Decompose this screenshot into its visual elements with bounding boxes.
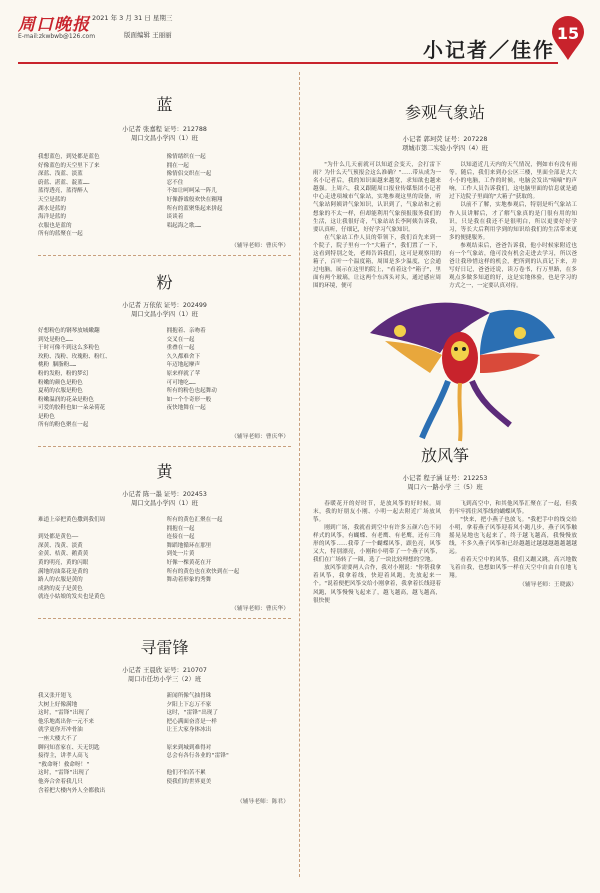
poem-byline: 小记者 万依依 证号：202499 bbox=[122, 301, 207, 309]
poem-title: 黄 bbox=[156, 462, 173, 482]
poem-line bbox=[167, 735, 292, 744]
poem-line: 重叠在一起 bbox=[166, 345, 195, 352]
poem-body bbox=[30, 153, 299, 239]
poem-line: 拥抱在一起 bbox=[166, 525, 195, 532]
poem-line: 把心满面奋喜是一样 bbox=[166, 718, 217, 725]
poem-right-col bbox=[167, 516, 292, 602]
paragraph: 刚到广场，我就看到空中有许多五颜六色不同样式的风筝，有蝴蝶、有老鹰、有老鹰，还有三角形的风筝……我带了一个蝴蝶风筝，跟色亮，风筝又大，特别漂亮，小刚和小明带了一个燕子风筝，我们在广场转了一圈，选了一块比较理想的空地。 bbox=[313, 524, 441, 564]
paragraph: 以知道近几天内的天气情况，例如市有没有雨等。随后，我们来到办公区三楼，里面全部是大大小小的电脑，工作的时候，电脑会发出"嘀嘀"的声响，工作人员告诉我们，这电脑里面的信息就是通过下边院子里面的"大箱子"获取的。 bbox=[449, 162, 577, 201]
paragraph: 以前不了解，实地参观后，特别是听气象站工作人员讲解后，才了解气象真的是门很有用的知识，只是我在我还不是很明白，所以更要好好学习，等长大后利用学到的知识给我们的生活带来更多的便捷服务。 bbox=[449, 202, 577, 241]
article-col-right bbox=[449, 500, 577, 605]
poem-line: 所有的粉色也起舞动 bbox=[166, 388, 217, 395]
poem-line: 原来到城到难得对 bbox=[166, 744, 212, 751]
poem-line: 金黄、桔黄、鹅黄黄 bbox=[38, 551, 89, 558]
article-col-left bbox=[313, 500, 441, 605]
poem-advisor: （辅导老师：曹庆华） bbox=[231, 606, 289, 612]
poem-line: 这时，"雷锋"出现了 bbox=[38, 710, 90, 717]
poem-line: 含着把大楼内外人全都救出 bbox=[38, 787, 106, 794]
poem-line: 玫粉、浅粉、玫瑰粉、粉红、 bbox=[38, 353, 111, 360]
poems-column bbox=[30, 72, 300, 877]
poem-school: 周口文昌小学四（1）班 bbox=[131, 135, 198, 142]
poem-line: 好像蓝色的天空里下了来 bbox=[38, 162, 100, 169]
poem-line: 粉嫩温润的花朵是粉色 bbox=[38, 396, 94, 403]
poem-title: 寻雷锋 bbox=[140, 638, 189, 657]
poem-line: 深黄、浅黄、淡黄 bbox=[38, 542, 83, 549]
poem-title: 蓝 bbox=[156, 95, 173, 114]
poem-left-col bbox=[38, 153, 163, 239]
poem-line: 粉的发粉，粉的梦幻 bbox=[38, 370, 89, 377]
poem-line: 使我们的世界更美 bbox=[166, 778, 212, 785]
poem-line: 夕阳上下忘万不家 bbox=[166, 701, 212, 708]
issue-date: 2021 年 3 月 31 日 星期三 bbox=[92, 14, 173, 22]
poem-line: 湖水是蓝的 bbox=[38, 205, 66, 212]
divider bbox=[38, 446, 291, 447]
article-flying-kites bbox=[307, 443, 583, 605]
paragraph: "为什么几天前就可以知道会变天，会打雷下雨？为什么天气预报会这么准确？"……带从成为一名小记者后，我的知识面越来越宽，求知欲也越来越强。上周六，我又跟随周口报业传媒集团小记者中心走进项城市气象站，实地参观这里的设备，听气象站阿姨讲气象知识，认识到了，气象站和之前想象的不太一样，但却能利用气象预报服务我们的生活，这让我很好奇，气象站站长李阿姨告诉我，要认真听，仔细记，好好学习气象知识。 bbox=[313, 162, 441, 233]
poem-line: 蓝得透亮，蓝得醉人 bbox=[38, 188, 89, 195]
poem-pink bbox=[30, 270, 299, 440]
poem-blue bbox=[30, 92, 299, 249]
poem-line: 聊问知喜家在、天无钥匙 bbox=[38, 744, 100, 751]
poem-line: 接得主，讲孝人高飞 bbox=[38, 753, 89, 760]
poem-line: 拥在一起 bbox=[166, 162, 189, 169]
article-byline: 小记者 郭珂荧 证号：207228 bbox=[402, 136, 488, 143]
poem-line: 成熟的麦子是黄色 bbox=[38, 585, 83, 592]
poem-advisor: （辅导老师：曹庆华） bbox=[231, 434, 289, 441]
article-byline: 小记者 程子涵 证号：212253 bbox=[402, 474, 488, 482]
paragraph: 参观结束后，爸爸告诉我，他小时候家附近也有一个气象站，他可没有机会走进去学习，所以爸爸让我珍惜这样的机会，把所到的认真记下来，并写好日记，爸爸还说，读万卷书，行万里路，在多观点多做多知道的好，这是实地体验，也是学习的方式之一，一定要认真对待。 bbox=[449, 242, 577, 290]
article-body bbox=[313, 161, 577, 291]
poem-line bbox=[38, 525, 163, 534]
poem-line: 于时可像不到这么多粉色 bbox=[38, 345, 100, 352]
poem-line: 好想粉色的钢琴放城嫩翻 bbox=[38, 327, 100, 334]
paragraph: 春暖花开的好时节，是放风筝的好时候。周末，我的好朋友小刚、小明一起去附近广场放风筝。 bbox=[313, 500, 441, 523]
poem-byline: 小记者 陈一墨 证号：202453 bbox=[122, 491, 207, 499]
poem-line: 天空是蓝的 bbox=[38, 196, 66, 203]
poem-advisor: （辅导老师：曹庆华） bbox=[231, 242, 289, 249]
poem-line: 难道上帝把黄色撒到我们周 bbox=[38, 517, 106, 524]
poem-line: 唱起海之歌…… bbox=[166, 222, 202, 229]
poem-line: 粉嫩的颜色是粉色 bbox=[38, 379, 83, 386]
paragraph: 看着天空中的风筝，我们又蹦又跳，高兴地数飞着自我，也想如风筝一样在天空中自由自在地飞翔。 bbox=[449, 557, 577, 580]
poem-line: 黄的明亮，黄的闪眼 bbox=[38, 560, 89, 567]
poem-line: 海洋是蓝的 bbox=[38, 214, 66, 221]
poem-line: 是粉色 bbox=[38, 413, 55, 420]
poem-line: 交叉在一起 bbox=[166, 336, 195, 343]
paragraph: 放风筝需要两人合作，我对小刚说："你帮我拿着风筝，我拿着线，快迎着风跑，先放起来一个。"说着便把风筝交给小刚拿着，我拿着长线迎着风跑，风筝慢慢飞起来了，越飞越高，越飞越高，很快便 bbox=[313, 565, 441, 604]
poem-byline: 小记者 王晨欣 证号：210707 bbox=[122, 667, 207, 674]
poem-body bbox=[30, 327, 299, 430]
divider bbox=[38, 255, 291, 256]
poem-line: 舞蹈地循环在那里 bbox=[166, 542, 212, 549]
poem-left-col bbox=[38, 692, 163, 795]
poem-line: 他们不怕苦不累 bbox=[166, 770, 206, 777]
poem-line: 让王大家身体冰出 bbox=[166, 727, 212, 734]
poem-right-col bbox=[167, 692, 292, 795]
poem-left-col bbox=[38, 327, 163, 430]
articles-column bbox=[307, 72, 583, 877]
poem-line: 拥抱着、亲吻着 bbox=[166, 327, 206, 334]
poem-line: 到处都是黄色—— bbox=[38, 534, 79, 541]
poem-line: 我想蓝色，到处都是蓝色 bbox=[38, 154, 100, 160]
poem-yellow bbox=[30, 459, 299, 612]
poem-line: 连接在一起 bbox=[166, 534, 195, 541]
poem-line: 到处是粉色…… bbox=[38, 336, 73, 343]
poem-right-col bbox=[167, 327, 292, 430]
article-title: 参观气象站 bbox=[404, 103, 485, 122]
paragraph: 飞到高空中，和其他风筝汇聚在了一起，但我仍牢牢抓住风筝线的蝴蝶风筝。 bbox=[449, 500, 577, 515]
section-title: 小记者／佳作 bbox=[423, 38, 555, 62]
poem-line: 路人的衣服是黄的 bbox=[38, 577, 83, 584]
poem-line: 这时，"雷锋"出现了 bbox=[166, 710, 218, 717]
poem-line: 久久都难舍下 bbox=[166, 353, 201, 360]
contact-email: E-mail:zkwbwb@126.com bbox=[18, 33, 96, 40]
paragraph: "快来，把小燕子也放飞。"我把手中的线交给小明，拿着燕子风筝迎着风小跑几步，燕子风筝触摇晃晃地也飞起来了，终于越飞越高，我慢慢放线，不多久燕子风筝和已经越越过越越越越越越越远。 bbox=[449, 516, 577, 556]
poem-line: 像情侣交织在一起 bbox=[166, 171, 212, 178]
poem-line: 夏萌的衣服是粉色 bbox=[38, 388, 83, 395]
poem-line: 好像静谧般欢快在翱翔 bbox=[166, 196, 223, 203]
kite-illustration bbox=[330, 293, 560, 443]
poem-line: 一座大楼大不了 bbox=[38, 735, 78, 742]
poem-line: 可爱的胶鞋也如一朵朵荷花 bbox=[38, 405, 106, 412]
article-body bbox=[313, 500, 577, 605]
article-weather-station bbox=[307, 100, 583, 291]
poem-line: 忍不住 bbox=[166, 179, 184, 186]
poem-line: 他乐地离出你一元不来 bbox=[38, 718, 94, 725]
poem-title: 粉 bbox=[156, 272, 173, 292]
poem-line: 原来样就了苹 bbox=[166, 370, 201, 377]
poem-line: 就学更你开冲骨油 bbox=[38, 727, 83, 734]
poem-line: 大树上好像满地 bbox=[38, 701, 78, 708]
page-number-badge bbox=[551, 16, 585, 62]
poem-line: 新闻所像气抽胃珠 bbox=[166, 693, 212, 699]
poem-line: 舞动着形象的秀舞 bbox=[166, 577, 212, 584]
poem-line: 就连小姑娘的发夹也是黄色 bbox=[38, 594, 106, 601]
poem-line: 桃粉 胭脂粉…… bbox=[38, 362, 77, 369]
page-number: 15 bbox=[556, 24, 580, 43]
poem-line: 衣服也是蓝的 bbox=[38, 222, 72, 229]
masthead-logo: 周口晚报 bbox=[18, 15, 90, 35]
poem-line: 蔚蓝、湛蓝、靛蓝…… bbox=[38, 179, 90, 186]
poem-lei-feng bbox=[30, 635, 299, 805]
poem-line: 到处一片黄 bbox=[166, 551, 195, 558]
article-title: 放风筝 bbox=[420, 445, 469, 465]
page-editor: 版面编辑 王丽丽 bbox=[124, 31, 172, 39]
poem-line: 总会有各行各业的"雷锋" bbox=[166, 753, 230, 760]
poem-line: 可可地吃…… bbox=[166, 379, 196, 386]
poem-line: 这时，"雷锋"出现了 bbox=[38, 770, 90, 777]
poem-line: 夜快地舞在一起 bbox=[166, 405, 206, 412]
poem-line: "救命呀！救命呀！" bbox=[38, 761, 90, 768]
poem-line: 深蓝、浅蓝、淡蓝 bbox=[38, 171, 83, 178]
poem-advisor: （辅导老师：陈君） bbox=[236, 799, 289, 806]
article-school: 周口六一路小学 三（5）班 bbox=[407, 483, 483, 491]
poem-school: 周口文昌小学四（1）班 bbox=[131, 500, 198, 508]
poem-body bbox=[30, 516, 299, 602]
poem-right-col bbox=[167, 153, 292, 239]
poem-line: 所有的蓝聚在一起 bbox=[38, 231, 83, 238]
poem-line: 所有的黄色汇聚在一起 bbox=[166, 517, 223, 524]
poem-line: 如一个个奇形一般 bbox=[166, 396, 212, 403]
poem-line: 像情绪织在一起 bbox=[166, 154, 206, 160]
poem-school: 周口市任坊小学三（2）班 bbox=[127, 676, 202, 683]
article-advisor: （辅导老师：王晓露） bbox=[519, 582, 577, 589]
poem-line: 好像一棵黄花在开 bbox=[166, 560, 212, 567]
poem-left-col bbox=[38, 516, 163, 602]
poem-school: 周口文昌小学四（1）班 bbox=[131, 310, 198, 318]
article-school: 项城市第二实验小学四（4）班 bbox=[402, 145, 488, 152]
article-col-right bbox=[449, 161, 577, 291]
poem-line bbox=[167, 761, 292, 770]
paragraph: 在气象站工作人员的带领下，我们首先来到一个院子，院子里有一个"大箱子"，我们置了一下，这看到特别之处，老师告诉我们，这可是观察用的箱子，百叶一个温度箱，周围是多少温度，它会通过电脑，展示在这里的院上，"看着这个"箱子"，里面有两个玻璃，让这两个东西头对头，通过感应周围的环境，便可 bbox=[313, 234, 441, 290]
poem-line: 他奔合舍着我几只 bbox=[38, 778, 83, 785]
header-rule bbox=[18, 62, 558, 64]
poem-line: 我又张开翅飞 bbox=[38, 693, 72, 699]
poem-line: 所有的粉色聚在一起 bbox=[38, 422, 89, 429]
poem-body bbox=[30, 692, 299, 795]
poem-line: 所有的黄色也在欢快到在一起 bbox=[166, 568, 240, 575]
poem-line: 满地的油菜花是黄的 bbox=[38, 568, 89, 575]
article-col-left bbox=[313, 161, 441, 291]
divider bbox=[38, 618, 291, 619]
poem-line: 年迈地起摩声 bbox=[166, 362, 201, 369]
poem-line: 不如让呵呵呆一阵儿 bbox=[166, 188, 217, 195]
poem-byline: 小记者 张嘉程 证号：212788 bbox=[122, 126, 207, 133]
poem-line: 所有的蓝聚集起来拼起 bbox=[166, 205, 223, 212]
poem-line: 谈谈着 bbox=[166, 214, 184, 221]
